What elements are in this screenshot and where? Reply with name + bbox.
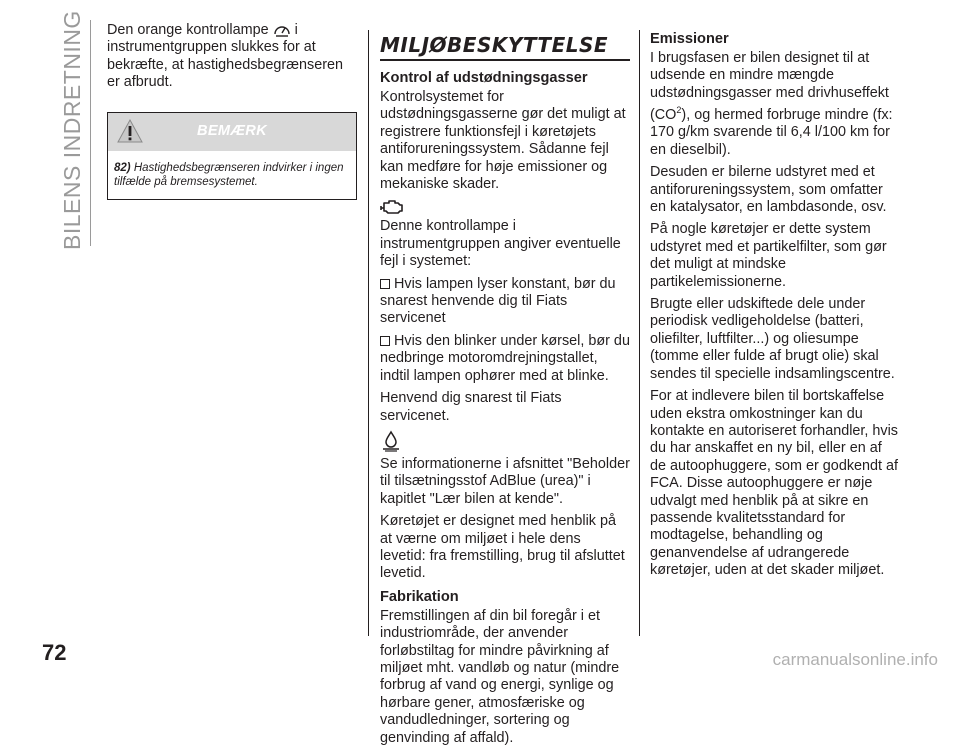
section-heading: MILJØBESKYTTELSE [380,34,630,61]
paragraph: For at indlevere bilen til bortskaffelse uden ekstra omkostninger kan du kontakte en autoriseret forhandler, hvis du har anskaffet en ny bil, eller en af de autoophuggere, som er godkendt af FCA. Disse autoophuggere er nøje udvalgt med henblik på at sikre en passende kvalitetsstandard for modtagelse, behandling og genanvendelse af udrangerede køretøjer, uden at det skader miljøet. [650,388,899,579]
bullet-icon [380,336,390,346]
column-divider-2 [639,30,640,636]
paragraph: Fremstillingen af din bil foregår i et industriområde, der anvender forløbstiltag for mindre påvirkning af miljøet mht. vandløb og natur (mindre forbrug af vand og energi, synlige og hørbare gener, atmosfæriske og vandudledninger, sortering og genvinding af affald). [380,607,620,746]
note-text: Hastighedsbegrænseren indvirker i ingen tilfælde på bremsesystemet. [114,161,344,188]
paragraph: Denne kontrollampe i instrumentgruppen angiver eventuelle fejl i systemet: [380,218,621,270]
note-body [108,151,356,199]
paragraph: Brugte eller udskiftede dele under periodisk vedligeholdelse (batteri, oliefilter, luftfilter...) og oliesumpe (tomme eller fulde af brugt olie) skal sendes til specielle indsamlingscentre. [650,296,895,382]
watermark: carmanualsonline.info [772,650,938,669]
adblue-icon [380,430,402,452]
note-title: BEMÆRK [197,122,267,139]
column-left [107,22,357,200]
note-box [107,112,357,200]
adblue-icon-block [380,430,630,452]
bullet-item: Hvis lampen lyser konstant, bør du snarest henvende dig til Fiats servicenet [380,275,616,327]
subheading-emissions: Emissioner [650,31,729,47]
paragraph: Desuden er bilerne udstyret med et antiforureningssystem, som omfatter en katalysator, en lambdasonde, osv. [650,164,887,216]
column-middle [380,22,630,752]
column-right [650,22,900,585]
paragraph: Henvend dig snarest til Fiats servicenet. [380,390,562,424]
page-number: 72 [42,640,67,665]
paragraph: På nogle køretøjer er dette system udstyret med et partikelfilter, som gør det muligt at mindske partikelemissionerne. [650,221,887,290]
subheading-emission-control: Kontrol af udstødningsgasser [380,70,588,86]
bullet-item: Hvis den blinker under kørsel, bør du nedbringe motoromdrejningstallet, indtil lampen ophører med at blinke. [380,332,630,384]
paragraph: I brugsfasen er bilen designet til at udsende en mindre mængde udstødningsgasser med drivhuseffekt $(CO^2)$, og hermed forbruge mindre (fx: 170 g/km svarende til 6,4 l/100 km for en dieselbil). [650,50,893,158]
note-number: 82) [114,161,131,174]
bullet-icon [380,279,390,289]
section-divider [90,20,91,246]
engine-icon-block [380,198,630,216]
section-title: BILENS INDRETNING [59,10,85,250]
note-header [108,113,356,151]
paragraph: Se informationerne i afsnittet "Beholder til tilsætningsstof AdBlue (urea)" i kapitlet "Lær bilen at kende". [380,455,630,507]
paragraph: Kontrolsystemet for udstødningsgasserne gør det muligt at registrere funktionsfejl i køretøjets antiforureningssystem. Sådanne fejl kan medføre for høje emissioner og mekaniske skader. [380,89,626,193]
column-divider-1 [368,30,369,636]
speed-limiter-icon [273,22,291,38]
engine-check-icon [380,198,404,216]
paragraph: Køretøjet er designet med henblik på at værne om miljøet i hele dens levetid: fra fremstilling, brug til afsluttet levetid. [380,513,625,582]
intro-paragraph: Den orange kontrollampe i instrumentgruppen slukkes for at bekræfte, at hastighedsbegrænseren er afbrudt. [107,22,343,91]
subheading-fabrication: Fabrikation [380,588,459,605]
